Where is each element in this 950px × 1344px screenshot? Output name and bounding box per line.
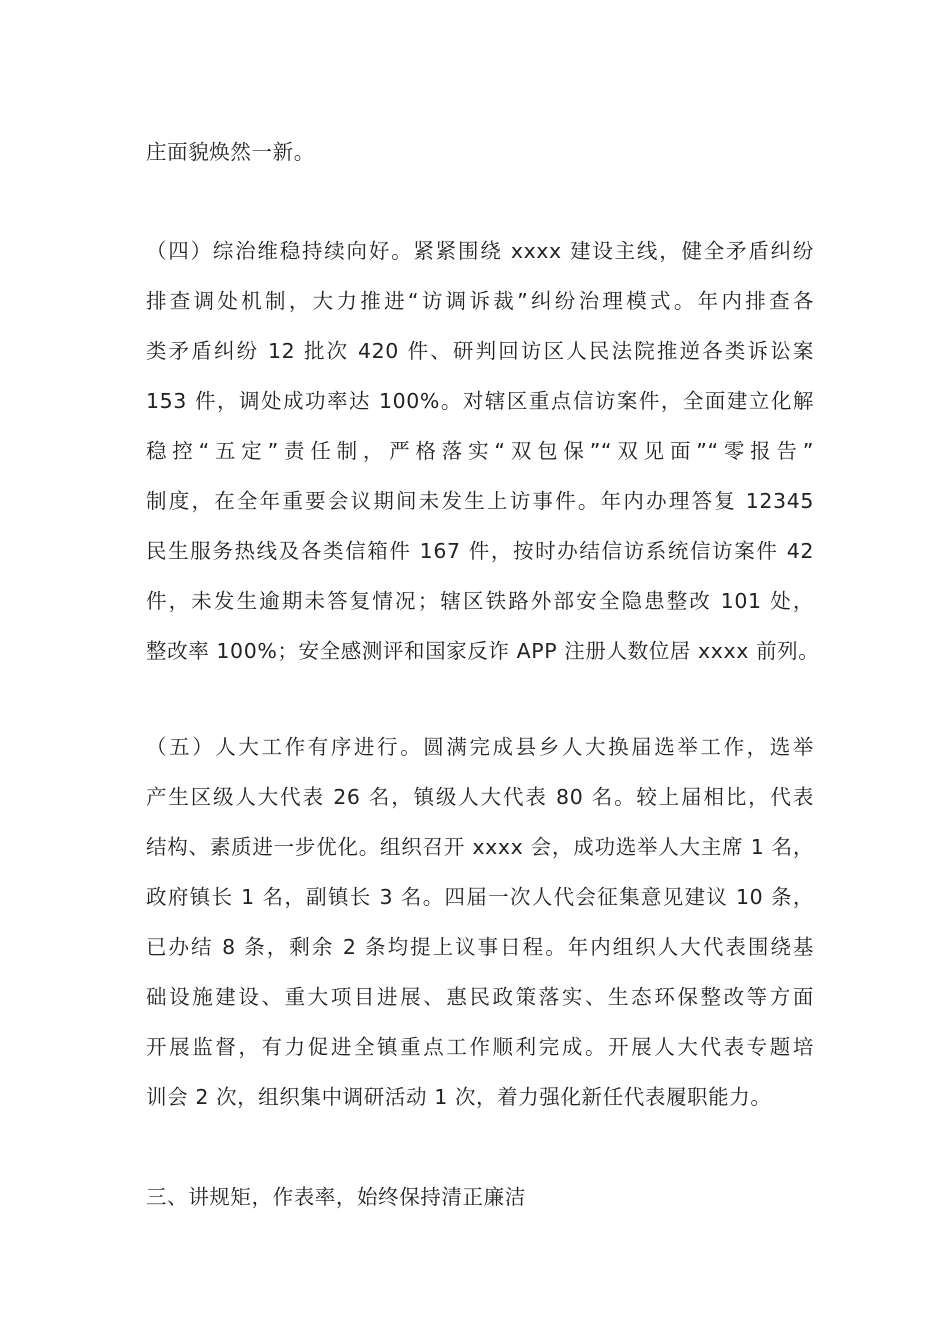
section-heading <box>146 1172 814 1222</box>
text-line: （四）综治维稳持续向好。紧紧围绕 xxxx 建设主线，健全矛盾纠纷 <box>146 239 814 263</box>
text-line: 训会 2 次，组织集中调研活动 1 次，着力强化新任代表履职能力。 <box>146 1085 772 1109</box>
text-line: 稳控“五定”责任制，严格落实“双包保”“双见面”“零报告” <box>146 439 814 463</box>
paragraph-continuation <box>146 127 814 177</box>
text-line: 产生区级人大代表 26 名，镇级人大代表 80 名。较上届相比，代表 <box>146 785 814 809</box>
section-heading-text: 三、讲规矩，作表率，始终保持清正廉洁 <box>146 1185 526 1209</box>
text-line: 础设施建设、重大项目进展、惠民政策落实、生态环保整改等方面 <box>146 985 814 1009</box>
text-line: 庄面貌焕然一新。 <box>146 140 315 164</box>
text-line: 件，未发生逾期未答复情况；辖区铁路外部安全隐患整改 101 处， <box>146 589 814 613</box>
paragraph-stability <box>146 226 820 676</box>
paragraph-npc-work <box>146 722 814 1122</box>
text-line: 类矛盾纠纷 12 批次 420 件、研判回访区人民法院推逆各类诉讼案 <box>146 339 814 363</box>
text-line: （五）人大工作有序进行。圆满完成县乡人大换届选举工作，选举 <box>146 735 814 759</box>
text-line: 制度，在全年重要会议期间未发生上访事件。年内办理答复 12345 <box>146 489 814 513</box>
text-line: 整改率 100%；安全感测评和国家反诈 APP 注册人数位居 xxxx 前列。 <box>146 639 820 663</box>
text-line: 结构、素质进一步优化。组织召开 xxxx 会，成功选举人大主席 1 名， <box>146 835 814 859</box>
text-line: 政府镇长 1 名，副镇长 3 名。四届一次人代会征集意见建议 10 条， <box>146 885 814 909</box>
text-line: 排查调处机制，大力推进“访调诉裁”纠纷治理模式。年内排查各 <box>146 289 814 313</box>
text-line: 153 件，调处成功率达 100%。对辖区重点信访案件，全面建立化解 <box>146 389 814 413</box>
text-line: 已办结 8 条，剩余 2 条均提上议事日程。年内组织人大代表围绕基 <box>146 935 814 959</box>
text-line: 民生服务热线及各类信箱件 167 件，按时办结信访系统信访案件 42 <box>146 539 814 563</box>
text-line: 开展监督，有力促进全镇重点工作顺利完成。开展人大代表专题培 <box>146 1035 814 1059</box>
